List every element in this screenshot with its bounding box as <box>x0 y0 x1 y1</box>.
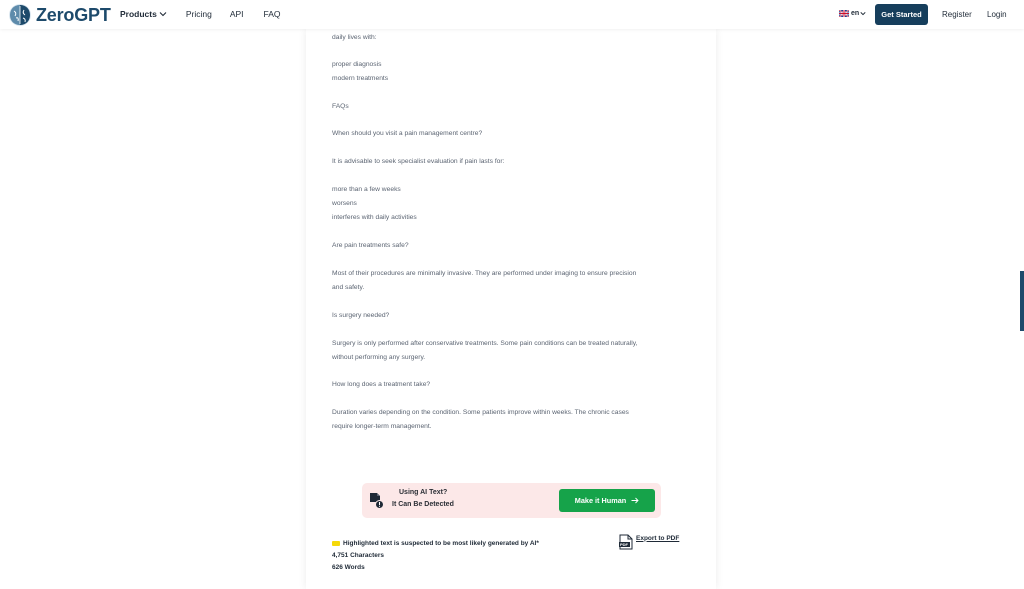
language-selector[interactable] <box>839 10 866 17</box>
nav-products[interactable] <box>120 9 167 19</box>
text-line: FAQs <box>332 103 349 110</box>
text-line: daily lives with: <box>332 34 377 41</box>
text-line: Most of their procedures are minimally invasive. They are performed under imaging to ensure precision <box>332 270 637 277</box>
brain-logo-icon <box>7 2 33 28</box>
text-line: Is surgery needed? <box>332 312 390 319</box>
document-alert-icon <box>368 492 384 509</box>
zerogpt-logo[interactable] <box>7 2 111 28</box>
get-started-button[interactable]: Get Started <box>875 4 928 25</box>
text-line: proper diagnosis <box>332 61 382 68</box>
export-pdf-label: Export to PDF <box>636 534 680 542</box>
text-line: How long does a treatment take? <box>332 381 431 388</box>
top-navbar <box>0 0 1024 29</box>
nav-pricing[interactable]: Pricing <box>185 9 212 19</box>
text-line: When should you visit a pain management centre? <box>332 130 483 137</box>
nav-faq[interactable]: FAQ <box>263 9 281 19</box>
scroll-indicator[interactable] <box>1020 271 1024 331</box>
highlight-legend <box>332 537 539 549</box>
arrow-right-icon <box>631 497 639 504</box>
svg-text:PDF: PDF <box>620 542 628 547</box>
text-line: more than a few weeks <box>332 186 401 193</box>
text-line: Are pain treatments safe? <box>332 242 409 249</box>
uk-flag-icon <box>839 10 849 17</box>
text-line: worsens <box>332 200 357 207</box>
pdf-icon <box>619 534 633 550</box>
cta-subline: It Can Be Detected <box>392 501 454 508</box>
result-stats <box>332 537 539 573</box>
register-link[interactable]: Register <box>942 10 972 19</box>
text-line: modern treatments <box>332 75 389 82</box>
legend-text: Highlighted text is suspected to be most likely generated by AI* <box>343 539 539 547</box>
nav-products-label: Products <box>120 9 157 19</box>
text-line: It is advisable to seek specialist evaluation if pain lasts for: <box>332 158 505 165</box>
text-line: and safety. <box>332 284 365 291</box>
nav-api[interactable]: API <box>229 9 244 19</box>
make-it-human-label: Make it Human <box>574 496 627 505</box>
highlight-swatch <box>332 541 340 546</box>
make-it-human-button[interactable] <box>559 489 655 512</box>
main-nav <box>120 9 281 19</box>
text-line: Surgery is only performed after conservative treatments. Some pain conditions can be treated naturally, <box>332 340 638 347</box>
export-pdf-button[interactable] <box>619 534 679 550</box>
brand-name: ZeroGPT <box>36 4 111 25</box>
login-link[interactable]: Login <box>987 10 1007 19</box>
word-count: 626 Words <box>332 563 365 571</box>
text-line: without performing any surgery. <box>332 354 426 361</box>
chevron-down-icon <box>860 11 866 16</box>
text-line: Duration varies depending on the condition. Some patients improve within weeks. The chronic cases <box>332 409 629 416</box>
character-count: 4,751 Characters <box>332 551 385 559</box>
text-line: interferes with daily activities <box>332 214 417 221</box>
humanize-cta-banner <box>362 483 661 518</box>
text-line: require longer-term management. <box>332 423 432 430</box>
cta-headline: Using AI Text? <box>399 489 448 496</box>
chevron-down-icon <box>159 11 167 17</box>
language-code: en <box>851 10 860 17</box>
